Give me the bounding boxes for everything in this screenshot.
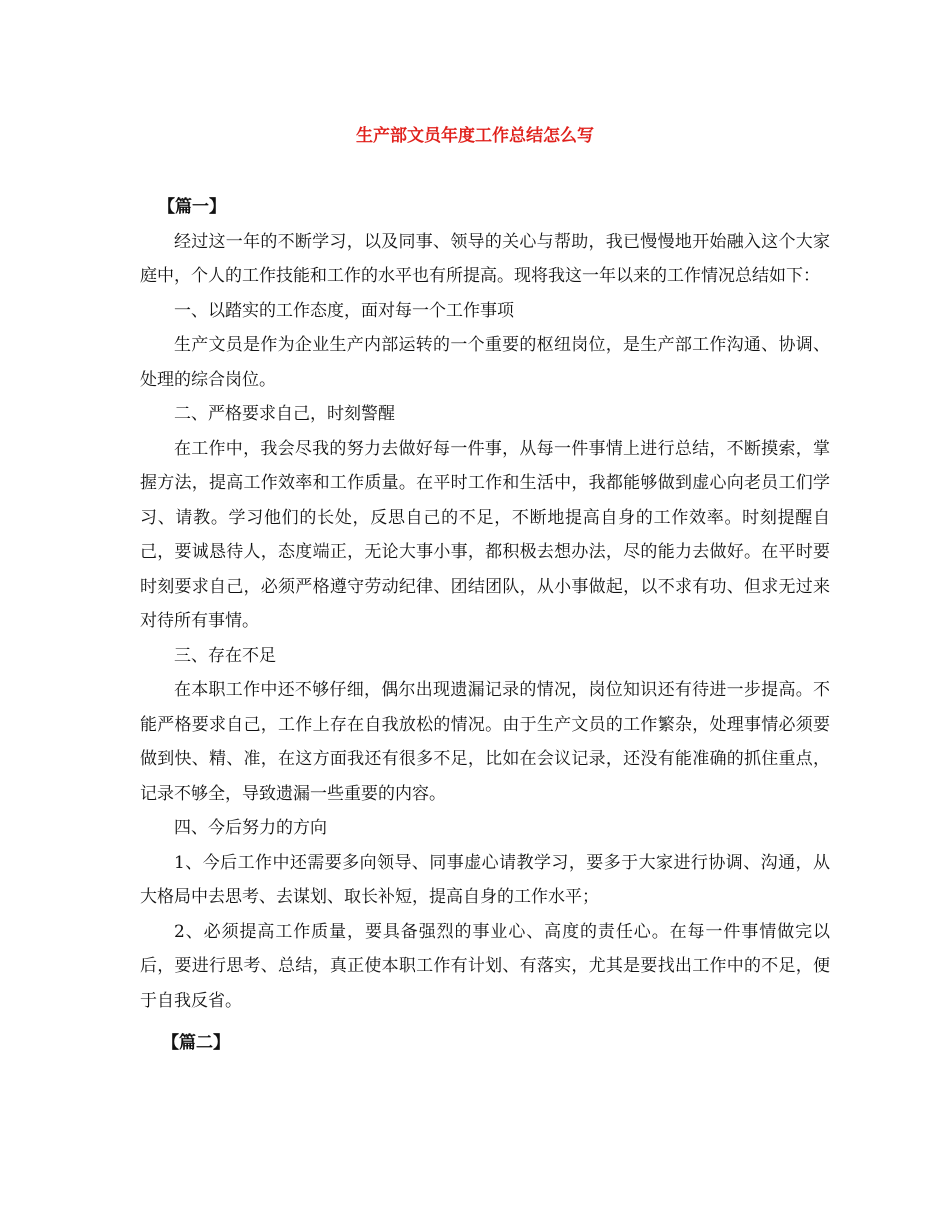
paragraph-one: 生产文员是作为企业生产内部运转的一个重要的枢纽岗位，是生产部工作沟通、协调、处理的综合岗位。 <box>140 335 830 390</box>
paragraph-four-item-2: 2、必须提高工作质量，要具备强烈的事业心、高度的责任心。在每一件事情做完以后，要进行思考、总结，真正使本职工作有计划、有落实，尤其是要找出工作中的不足，便于自我反省。 <box>140 921 830 1011</box>
paragraph-two: 在工作中，我会尽我的努力去做好每一件事，从每一件事情上进行总结，不断摸索，掌握方法，提高工作效率和工作质量。在平时工作和生活中，我都能够做到虚心向老员工们学习、请教。学习他们的长处，反思自己的不足，不断地提高自身的工作效率。时刻提醒自己，要诚恳待人，态度端正，无论大事小事，都积极去想办法，尽的能力去做好。在平时要时刻要求自己，必须严格遵守劳动纪律、团结团队，从小事做起，以不求有功、但求无过来对待所有事情。 <box>140 438 830 631</box>
paragraph-four-item-1: 1、今后工作中还需要多向领导、同事虚心请教学习，要多于大家进行协调、沟通，从大格局中去思考、去谋划、取长补短，提高自身的工作水平； <box>140 852 830 907</box>
document-title: 生产部文员年度工作总结怎么写 <box>356 126 594 146</box>
heading-two: 二、严格要求自己，时刻警醒 <box>174 404 395 424</box>
document-body <box>140 190 830 1061</box>
heading-one: 一、以踏实的工作态度，面对每一个工作事项 <box>174 300 514 321</box>
paragraph-intro: 经过这一年的不断学习，以及同事、领导的关心与帮助，我已慢慢地开始融入这个大家庭中，个人的工作技能和工作的水平也有所提高。现将我这一年以来的工作情况总结如下： <box>140 231 830 286</box>
section-marker-2: 【篇二】 <box>162 1033 230 1053</box>
section-marker-1: 【篇一】 <box>158 197 226 217</box>
heading-four: 四、今后努力的方向 <box>174 818 327 838</box>
paragraph-three: 在本职工作中还不够仔细，偶尔出现遗漏记录的情况，岗位知识还有待进一步提高。不能严格要求自己，工作上存在自我放松的情况。由于生产文员的工作繁杂，处理事情必须要做到快、精、准，在这方面我还有很多不足，比如在会议记录，还没有能准确的抓住重点，记录不够全，导致遗漏一些重要的内容。 <box>140 680 830 804</box>
heading-three: 三、存在不足 <box>174 645 276 666</box>
